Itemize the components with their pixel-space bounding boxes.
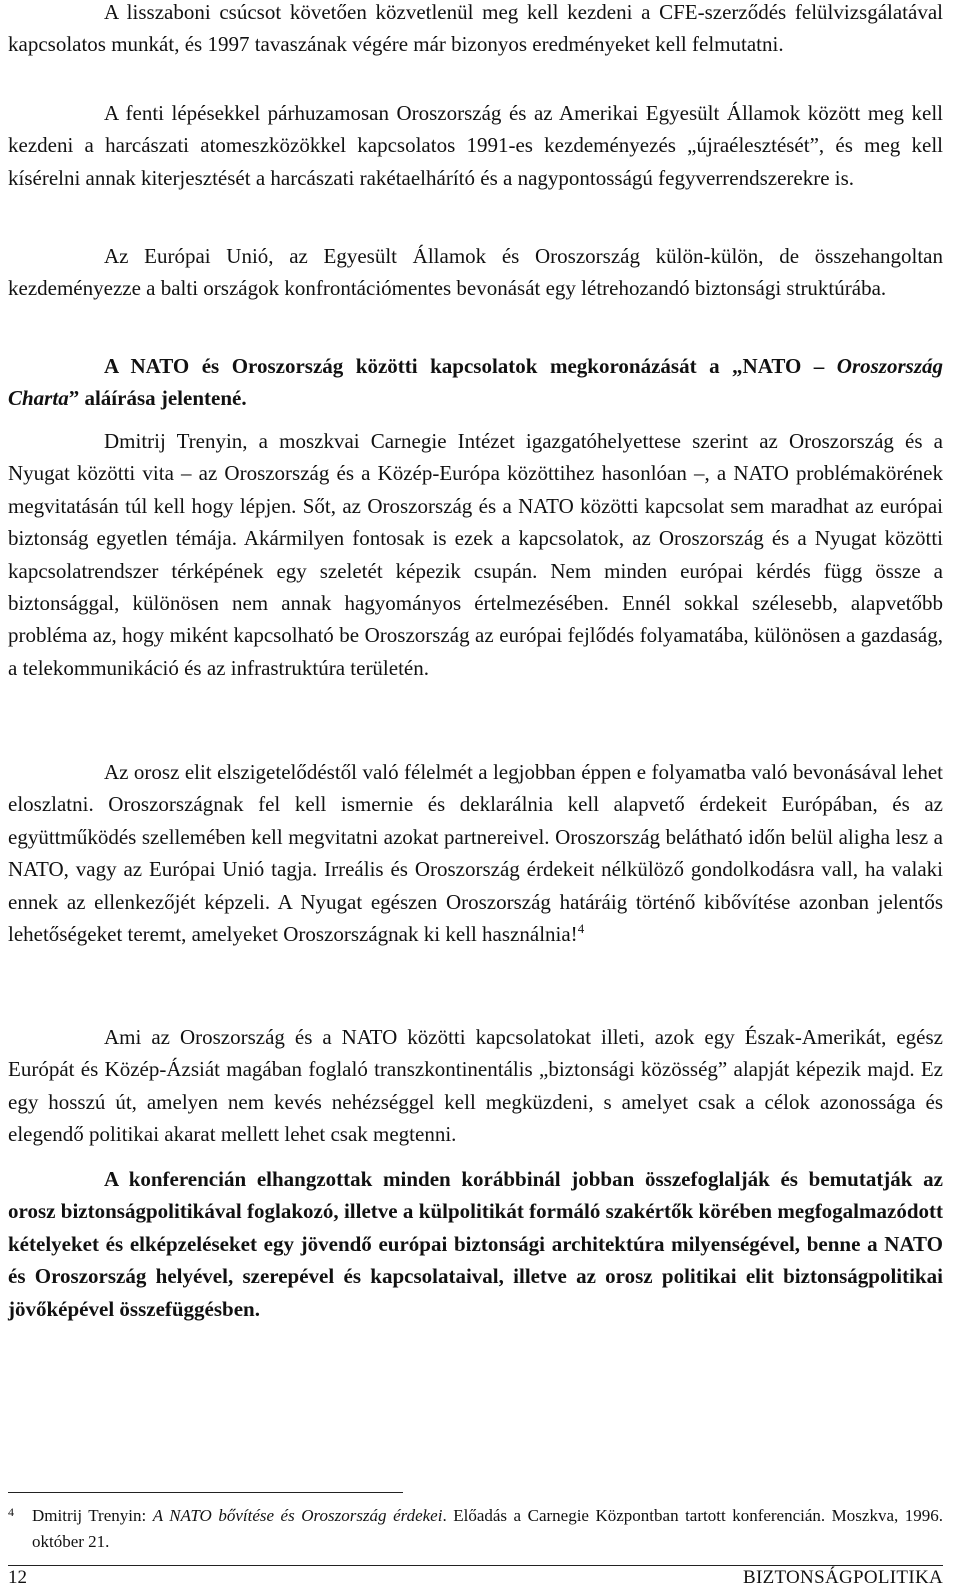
russian-elite-text: Az orosz elit elszigetelődéstől való félelmét a legjobban éppen e folyamatba való bevonásával lehet eloszlatni. Oroszországnak fel kell ismernie és deklarálnia kell alapvető érdekeit Európában, és az együttműködés szellemében kell megvitatni azokat partnereivel. Oroszország belátható időn belül aligha lesz a NATO, vagy az Európai Unió tagja. Irreális és Oroszország érdekeit nélkülöző gondolkodásra vall, ha valaki ennek az ellenkezőjét képzeli. A Nyugat egészen Oroszország határáig történő kibővítése azonban jelentős lehetőségeket teremt, amelyeket Oroszországnak ki kell használnia! [8, 760, 943, 947]
footnote-title: A NATO bővítése és Oroszország érdekei [152, 1506, 443, 1525]
nato-charter-text-2: ” aláírása jelentené. [68, 386, 247, 411]
paragraph-baltic: Az Európai Unió, az Egyesült Államok és Oroszország külön-külön, de összehangoltan kezdeményezze a balti országok konfrontációmentes bevonását egy létrehozandó biztonsági struktúrába. [8, 244, 943, 301]
footnote-reference[interactable]: 4 [577, 921, 585, 937]
paragraph-trenin: Dmitrij Trenyin, a moszkvai Carnegie Intézet igazgatóhelyettese szerint az Oroszország és a Nyugat közötti vita – az Oroszország és a Közép-Európa közöttihez hasonlóan –, a NATO problémakörének megvitatásán túl kell hogy lépjen. Sőt, az Oroszország és a NATO közötti kapcsolat sem maradhat az európai biztonság egyetlen témája. Akármilyen fontosak is ezek a kapcsolatok, az Oroszország és a Nyugat közötti kapcsolatrendszer térképének egy szeletét képezik csupán. Nem minden európai kérdés függ össze a biztonsággal, különösen nem annak hagyományos értelmezésében. Ennél sokkal szélesebb, alapvetőbb probléma az, hogy miként kapcsolható be Oroszország az európai fejlődés folyamatába, különösen a gazdaság, a telekommunikáció és az infrastruktúra területén. [8, 429, 943, 680]
publication-name: BIZTONSÁGPOLITIKA [742, 1567, 943, 1588]
paragraph-russian-elite [8, 756, 943, 950]
footnote-author: Dmitrij Trenyin: [32, 1506, 153, 1525]
paragraph-security-community: Ami az Oroszország és a NATO közötti kapcsolatokat illeti, azok egy Észak-Amerikát, egész Európát és Közép-Ázsiát magában foglaló transzkontinentális „biztonsági közösség” alapját képezik majd. Ez egy hosszú út, amelyen nem kevés nehézséggel kell megküzdeni, s amelyet csak a célok azonossága és elegendő politikai akarat mellett lehet csak megtenni. [8, 1025, 943, 1147]
footnote-rest: . Előadás a Carnegie Központban tartott konferencián. Moszkva, 1996. október 21. [32, 1506, 944, 1551]
footnote-number: 4 [8, 1505, 14, 1519]
footer-separator [8, 1565, 943, 1566]
paragraph-nato-charter [8, 350, 943, 415]
paragraph-conference-conclusion: A konferencián elhangzottak minden korábbinál jobban összefoglalják és bemutatják az orosz biztonságpolitikával foglakozó, illetve a külpolitikát formáló szakértők körében megfogalmazódott kételyeket és elképzeléseket egy jövendő európai biztonsági architektúra milyenségével, benne a NATO és Oroszország helyével, szerepével és kapcsolataival, illetve az orosz politikai elit biztonságpolitikai jövőképével összefüggésben. [8, 1167, 943, 1321]
page-number: 12 [8, 1567, 27, 1588]
paragraph-cfe: A lisszaboni csúcsot követően közvetlenül meg kell kezdeni a CFE-szerződés felülvizsgálatával kapcsolatos munkát, és 1997 tavaszának végére már bizonyos eredményeket kell felmutatni. [8, 0, 943, 57]
footnote-body [8, 1503, 943, 1555]
paragraph-tactical-nuclear: A fenti lépésekkel párhuzamosan Oroszország és az Amerikai Egyesült Államok között meg kell kezdeni a harcászati atomeszközökkel kapcsolatos 1991-es kezdeményezés „újraélesztését”, és meg kell kísérelni annak kiterjesztését a harcászati rakétaelhárító és a nagypontosságú fegyverrendszerekre is. [8, 101, 943, 190]
footnote [8, 1503, 943, 1555]
nato-charter-text-1: A NATO és Oroszország közötti kapcsolatok megkoronázását a „NATO – [104, 354, 837, 378]
footnote-separator [8, 1492, 403, 1493]
nato-charter-italic: Oroszország Charta [8, 354, 943, 411]
